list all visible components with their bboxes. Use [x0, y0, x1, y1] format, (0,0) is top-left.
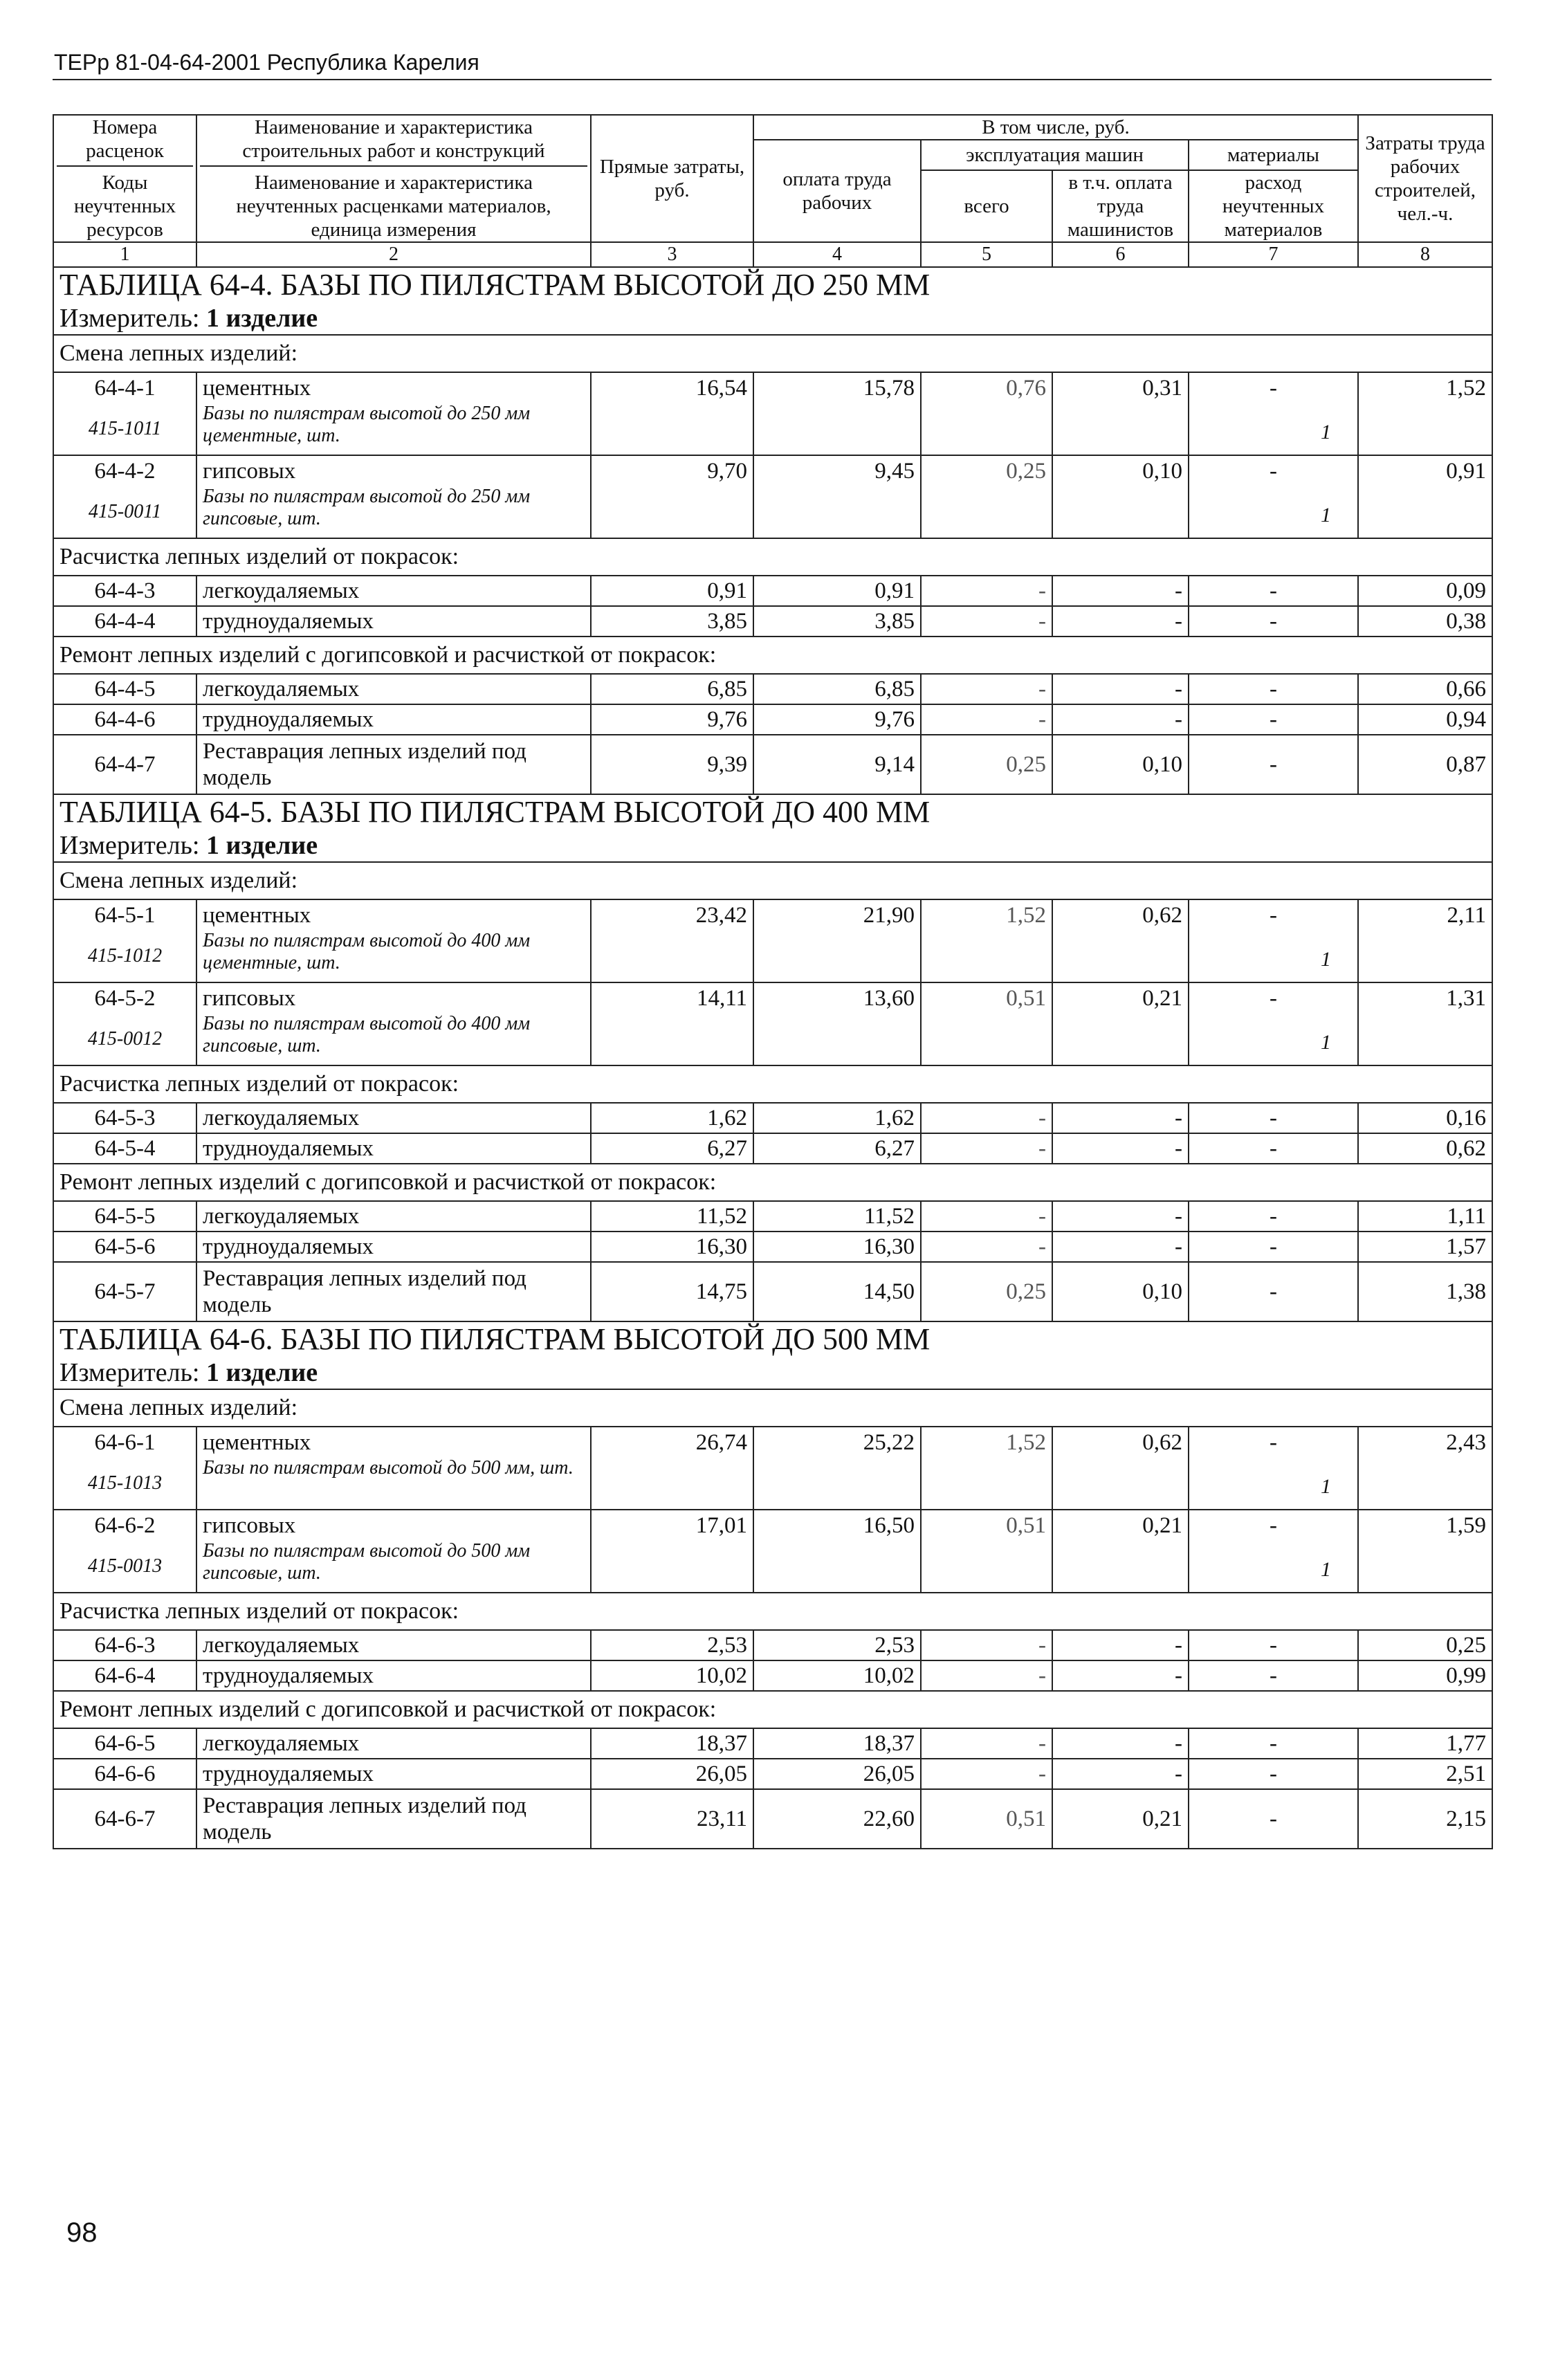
work-name: цементных	[196, 899, 591, 930]
section-measure	[53, 302, 1492, 335]
machines-total: 0,25	[921, 735, 1052, 794]
work-name: легкоудаляемых	[196, 1630, 591, 1660]
rate-row	[53, 1103, 1492, 1133]
rate-row	[53, 674, 1492, 704]
header-machines-total: всего	[921, 170, 1052, 242]
rate-code: 64-5-6	[53, 1232, 196, 1262]
materials-unaccounted	[1189, 899, 1358, 982]
direct-costs: 9,76	[591, 704, 753, 735]
direct-costs: 14,75	[591, 1262, 753, 1321]
machinist-wages: 0,31	[1052, 372, 1189, 455]
group-title: Расчистка лепных изделий от покрасок:	[53, 1065, 1492, 1103]
rate-row	[53, 576, 1492, 606]
materials-value: -	[1270, 376, 1277, 401]
machinist-wages: -	[1052, 1232, 1189, 1262]
machines-total: 1,52	[921, 899, 1052, 982]
rate-code: 64-4-5	[53, 674, 196, 704]
work-name: трудноудаляемых	[196, 1759, 591, 1789]
work-name: гипсовых	[196, 455, 591, 486]
work-name: цементных	[196, 372, 591, 403]
direct-costs: 6,27	[591, 1133, 753, 1164]
column-number: 5	[921, 242, 1052, 267]
rate-code: 64-5-7	[53, 1262, 196, 1321]
worker-wages: 3,85	[753, 606, 921, 637]
rate-row	[53, 1759, 1492, 1789]
group-title: Расчистка лепных изделий от покрасок:	[53, 538, 1492, 576]
header-materials: материалы	[1189, 140, 1358, 170]
group-title-row	[53, 1164, 1492, 1201]
materials-unaccounted: -	[1189, 1789, 1358, 1849]
work-name: легкоудаляемых	[196, 1728, 591, 1759]
header-machines-wages: в т.ч. оплата труда машинистов	[1052, 170, 1189, 242]
work-name: трудноудаляемых	[196, 1133, 591, 1164]
labor-costs: 0,62	[1358, 1133, 1492, 1164]
labor-costs: 1,31	[1358, 982, 1492, 1065]
machinist-wages: 0,10	[1052, 455, 1189, 538]
materials-value: -	[1270, 459, 1277, 484]
direct-costs: 16,30	[591, 1232, 753, 1262]
resource-code: 415-0013	[53, 1540, 196, 1593]
worker-wages: 6,27	[753, 1133, 921, 1164]
direct-costs: 11,52	[591, 1201, 753, 1232]
worker-wages: 25,22	[753, 1427, 921, 1510]
worker-wages: 16,50	[753, 1510, 921, 1593]
resource-quantity: 1	[1321, 1031, 1331, 1054]
materials-unaccounted	[1189, 982, 1358, 1065]
materials-unaccounted: -	[1189, 1630, 1358, 1660]
resource-quantity: 1	[1321, 948, 1331, 971]
resource-name: Базы по пилястрам высотой до 250 мм гипсовые, шт.	[196, 486, 591, 538]
direct-costs: 1,62	[591, 1103, 753, 1133]
work-name: гипсовых	[196, 1510, 591, 1540]
machines-total: -	[921, 576, 1052, 606]
materials-unaccounted: -	[1189, 1728, 1358, 1759]
worker-wages: 9,14	[753, 735, 921, 794]
rate-code: 64-6-2	[53, 1510, 196, 1540]
group-title-row	[53, 1389, 1492, 1427]
labor-costs: 0,66	[1358, 674, 1492, 704]
rate-row	[53, 1660, 1492, 1691]
direct-costs: 3,85	[591, 606, 753, 637]
work-name: цементных	[196, 1427, 591, 1457]
rate-row	[53, 982, 1492, 1013]
materials-unaccounted	[1189, 1427, 1358, 1510]
machines-total: 0,51	[921, 1510, 1052, 1593]
machinist-wages: -	[1052, 674, 1189, 704]
section-title: ТАБЛИЦА 64-6. БАЗЫ ПО ПИЛЯСТРАМ ВЫСОТОЙ ДО 500 ММ	[53, 1321, 1492, 1357]
direct-costs: 23,42	[591, 899, 753, 982]
measure-label: Измеритель:	[59, 831, 200, 860]
group-title: Ремонт лепных изделий с догипсовкой и расчисткой от покрасок:	[53, 1691, 1492, 1728]
worker-wages: 0,91	[753, 576, 921, 606]
materials-unaccounted: -	[1189, 576, 1358, 606]
work-name: легкоудаляемых	[196, 1103, 591, 1133]
direct-costs: 9,39	[591, 735, 753, 794]
direct-costs: 6,85	[591, 674, 753, 704]
materials-value: -	[1270, 1513, 1277, 1538]
worker-wages: 6,85	[753, 674, 921, 704]
machines-total: -	[921, 1103, 1052, 1133]
machinist-wages: 0,21	[1052, 1510, 1189, 1593]
measure-label: Измеритель:	[59, 304, 200, 333]
machines-total: -	[921, 1630, 1052, 1660]
work-name: легкоудаляемых	[196, 1201, 591, 1232]
table-header	[53, 115, 1492, 267]
work-name: Реставрация лепных изделий под модель	[196, 1789, 591, 1849]
labor-costs: 1,52	[1358, 372, 1492, 455]
work-name: трудноудаляемых	[196, 1232, 591, 1262]
rate-row	[53, 455, 1492, 486]
worker-wages: 13,60	[753, 982, 921, 1065]
header-resource-codes: Коды неучтенных ресурсов	[73, 172, 176, 241]
header-names	[196, 115, 591, 242]
group-title: Расчистка лепных изделий от покрасок:	[53, 1593, 1492, 1630]
worker-wages: 14,50	[753, 1262, 921, 1321]
column-number: 3	[591, 242, 753, 267]
resource-code: 415-0012	[53, 1013, 196, 1065]
labor-costs: 0,91	[1358, 455, 1492, 538]
section-measure-row	[53, 830, 1492, 862]
machines-total: 0,25	[921, 455, 1052, 538]
worker-wages: 10,02	[753, 1660, 921, 1691]
rate-row	[53, 1201, 1492, 1232]
group-title-row	[53, 637, 1492, 674]
header-machines: эксплуатация машин	[921, 140, 1189, 170]
rate-code: 64-5-2	[53, 982, 196, 1013]
rate-code: 64-5-5	[53, 1201, 196, 1232]
work-name: легкоудаляемых	[196, 674, 591, 704]
direct-costs: 23,11	[591, 1789, 753, 1849]
labor-costs: 1,11	[1358, 1201, 1492, 1232]
group-title-row	[53, 538, 1492, 576]
machinist-wages: 0,10	[1052, 1262, 1189, 1321]
group-title-row	[53, 862, 1492, 899]
worker-wages: 22,60	[753, 1789, 921, 1849]
direct-costs: 10,02	[591, 1660, 753, 1691]
rate-code: 64-6-7	[53, 1789, 196, 1849]
resource-quantity: 1	[1321, 421, 1331, 443]
rate-row	[53, 1630, 1492, 1660]
rate-code: 64-6-5	[53, 1728, 196, 1759]
direct-costs: 17,01	[591, 1510, 753, 1593]
rate-row	[53, 606, 1492, 637]
rate-code: 64-4-6	[53, 704, 196, 735]
header-material-name: Наименование и характеристика неучтенных расценками материалов, единица измерения	[236, 172, 551, 241]
column-number: 4	[753, 242, 921, 267]
resource-quantity: 1	[1321, 1475, 1331, 1498]
rate-code: 64-4-1	[53, 372, 196, 403]
section-title-row	[53, 267, 1492, 302]
resource-code: 415-0011	[53, 486, 196, 538]
column-number: 7	[1189, 242, 1358, 267]
section-measure-row	[53, 302, 1492, 335]
materials-unaccounted: -	[1189, 735, 1358, 794]
worker-wages: 15,78	[753, 372, 921, 455]
rate-row	[53, 372, 1492, 403]
machinist-wages: -	[1052, 1630, 1189, 1660]
work-name: Реставрация лепных изделий под модель	[196, 735, 591, 794]
rate-code: 64-5-1	[53, 899, 196, 930]
machinist-wages: -	[1052, 704, 1189, 735]
column-number: 6	[1052, 242, 1189, 267]
rates-table	[53, 114, 1493, 1849]
work-name: трудноудаляемых	[196, 1660, 591, 1691]
worker-wages: 18,37	[753, 1728, 921, 1759]
materials-unaccounted: -	[1189, 1103, 1358, 1133]
section-title-row	[53, 794, 1492, 830]
resource-code: 415-1012	[53, 930, 196, 982]
header-wages: оплата труда рабочих	[753, 140, 921, 242]
running-head: ТЕРр 81-04-64-2001 Республика Карелия	[54, 50, 479, 75]
rate-row	[53, 1728, 1492, 1759]
group-title: Смена лепных изделий:	[53, 1389, 1492, 1427]
machines-total: -	[921, 606, 1052, 637]
column-number: 1	[53, 242, 196, 267]
rate-row	[53, 704, 1492, 735]
work-name: трудноудаляемых	[196, 606, 591, 637]
direct-costs: 16,54	[591, 372, 753, 455]
labor-costs: 2,15	[1358, 1789, 1492, 1849]
rate-row	[53, 1789, 1492, 1849]
labor-costs: 0,38	[1358, 606, 1492, 637]
group-title-row	[53, 335, 1492, 372]
materials-value: -	[1270, 903, 1277, 928]
labor-costs: 0,99	[1358, 1660, 1492, 1691]
header-work-name: Наименование и характеристика строительных работ и конструкций	[200, 116, 587, 167]
rate-code: 64-6-4	[53, 1660, 196, 1691]
machinist-wages: -	[1052, 1660, 1189, 1691]
machines-total: -	[921, 1728, 1052, 1759]
header-rate-numbers: Номера расценок	[57, 116, 193, 167]
materials-unaccounted: -	[1189, 704, 1358, 735]
rate-code: 64-4-7	[53, 735, 196, 794]
materials-unaccounted: -	[1189, 1262, 1358, 1321]
header-labor: Затраты труда рабочих строителей, чел.-ч.	[1358, 115, 1492, 242]
rate-code: 64-5-4	[53, 1133, 196, 1164]
machinist-wages: 0,21	[1052, 1789, 1189, 1849]
machines-total: 0,25	[921, 1262, 1052, 1321]
rate-row	[53, 1262, 1492, 1321]
labor-costs: 0,87	[1358, 735, 1492, 794]
work-name: трудноудаляемых	[196, 704, 591, 735]
labor-costs: 2,43	[1358, 1427, 1492, 1510]
resource-name: Базы по пилястрам высотой до 250 мм цементные, шт.	[196, 403, 591, 455]
rate-row	[53, 1133, 1492, 1164]
resource-code: 415-1011	[53, 403, 196, 455]
worker-wages: 9,45	[753, 455, 921, 538]
materials-unaccounted: -	[1189, 606, 1358, 637]
machines-total: -	[921, 704, 1052, 735]
worker-wages: 2,53	[753, 1630, 921, 1660]
rate-code: 64-4-3	[53, 576, 196, 606]
direct-costs: 26,74	[591, 1427, 753, 1510]
machines-total: -	[921, 674, 1052, 704]
section-measure	[53, 1357, 1492, 1389]
worker-wages: 1,62	[753, 1103, 921, 1133]
header-codes	[53, 115, 196, 242]
resource-name: Базы по пилястрам высотой до 500 мм гипсовые, шт.	[196, 1540, 591, 1593]
materials-unaccounted: -	[1189, 1759, 1358, 1789]
group-title-row	[53, 1691, 1492, 1728]
machines-total: -	[921, 1201, 1052, 1232]
direct-costs: 14,11	[591, 982, 753, 1065]
materials-unaccounted: -	[1189, 1133, 1358, 1164]
labor-costs: 1,59	[1358, 1510, 1492, 1593]
direct-costs: 26,05	[591, 1759, 753, 1789]
rate-code: 64-5-3	[53, 1103, 196, 1133]
materials-unaccounted	[1189, 372, 1358, 455]
work-name: легкоудаляемых	[196, 576, 591, 606]
labor-costs: 0,25	[1358, 1630, 1492, 1660]
machinist-wages: 0,62	[1052, 1427, 1189, 1510]
section-measure-row	[53, 1357, 1492, 1389]
rate-code: 64-6-1	[53, 1427, 196, 1457]
section-title-row	[53, 1321, 1492, 1357]
materials-unaccounted	[1189, 455, 1358, 538]
labor-costs: 1,57	[1358, 1232, 1492, 1262]
direct-costs: 18,37	[591, 1728, 753, 1759]
resource-code: 415-1013	[53, 1457, 196, 1510]
materials-unaccounted: -	[1189, 1660, 1358, 1691]
direct-costs: 0,91	[591, 576, 753, 606]
group-title-row	[53, 1065, 1492, 1103]
direct-costs: 2,53	[591, 1630, 753, 1660]
group-title: Ремонт лепных изделий с догипсовкой и расчисткой от покрасок:	[53, 1164, 1492, 1201]
group-title: Смена лепных изделий:	[53, 335, 1492, 372]
rate-row	[53, 735, 1492, 794]
machinist-wages: -	[1052, 576, 1189, 606]
rate-row	[53, 1510, 1492, 1540]
resource-name: Базы по пилястрам высотой до 500 мм, шт.	[196, 1457, 591, 1510]
machinist-wages: -	[1052, 1133, 1189, 1164]
rate-row	[53, 899, 1492, 930]
machines-total: -	[921, 1759, 1052, 1789]
machinist-wages: 0,62	[1052, 899, 1189, 982]
header-rule	[53, 79, 1492, 80]
resource-name: Базы по пилястрам высотой до 400 мм цементные, шт.	[196, 930, 591, 982]
rate-code: 64-6-3	[53, 1630, 196, 1660]
machines-total: -	[921, 1133, 1052, 1164]
rate-row	[53, 1427, 1492, 1457]
machinist-wages: 0,10	[1052, 735, 1189, 794]
labor-costs: 2,51	[1358, 1759, 1492, 1789]
machines-total: 0,51	[921, 982, 1052, 1065]
materials-unaccounted: -	[1189, 1201, 1358, 1232]
group-title: Смена лепных изделий:	[53, 862, 1492, 899]
machinist-wages: -	[1052, 1103, 1189, 1133]
worker-wages: 21,90	[753, 899, 921, 982]
worker-wages: 9,76	[753, 704, 921, 735]
direct-costs: 9,70	[591, 455, 753, 538]
materials-unaccounted: -	[1189, 1232, 1358, 1262]
worker-wages: 11,52	[753, 1201, 921, 1232]
machines-total: -	[921, 1660, 1052, 1691]
resource-quantity: 1	[1321, 1558, 1331, 1581]
header-materials-unaccounted: расход неучтенных материалов	[1189, 170, 1358, 242]
group-title: Ремонт лепных изделий с догипсовкой и расчисткой от покрасок:	[53, 637, 1492, 674]
measure-value: 1 изделие	[206, 304, 318, 333]
machinist-wages: -	[1052, 1201, 1189, 1232]
column-number: 2	[196, 242, 591, 267]
column-numbers	[53, 242, 1492, 267]
machinist-wages: -	[1052, 606, 1189, 637]
labor-costs: 0,16	[1358, 1103, 1492, 1133]
materials-value: -	[1270, 1430, 1277, 1455]
worker-wages: 26,05	[753, 1759, 921, 1789]
machinist-wages: -	[1052, 1728, 1189, 1759]
section-measure	[53, 830, 1492, 862]
measure-value: 1 изделие	[206, 1358, 318, 1387]
header-including: В том числе, руб.	[753, 115, 1358, 140]
labor-costs: 1,38	[1358, 1262, 1492, 1321]
page-number: 98	[66, 2217, 98, 2248]
work-name: гипсовых	[196, 982, 591, 1013]
column-number: 8	[1358, 242, 1492, 267]
machines-total: 0,51	[921, 1789, 1052, 1849]
rate-code: 64-6-6	[53, 1759, 196, 1789]
machinist-wages: -	[1052, 1759, 1189, 1789]
labor-costs: 0,09	[1358, 576, 1492, 606]
rate-code: 64-4-2	[53, 455, 196, 486]
materials-value: -	[1270, 986, 1277, 1011]
section-title: ТАБЛИЦА 64-5. БАЗЫ ПО ПИЛЯСТРАМ ВЫСОТОЙ ДО 400 ММ	[53, 794, 1492, 830]
machines-total: 1,52	[921, 1427, 1052, 1510]
labor-costs: 2,11	[1358, 899, 1492, 982]
group-title-row	[53, 1593, 1492, 1630]
measure-label: Измеритель:	[59, 1358, 200, 1387]
measure-value: 1 изделие	[206, 831, 318, 860]
machinist-wages: 0,21	[1052, 982, 1189, 1065]
labor-costs: 1,77	[1358, 1728, 1492, 1759]
header-direct-costs: Прямые затраты, руб.	[591, 115, 753, 242]
rate-row	[53, 1232, 1492, 1262]
machines-total: 0,76	[921, 372, 1052, 455]
materials-unaccounted: -	[1189, 674, 1358, 704]
worker-wages: 16,30	[753, 1232, 921, 1262]
table-body	[53, 267, 1492, 1849]
materials-unaccounted	[1189, 1510, 1358, 1593]
machines-total: -	[921, 1232, 1052, 1262]
rate-code: 64-4-4	[53, 606, 196, 637]
resource-name: Базы по пилястрам высотой до 400 мм гипсовые, шт.	[196, 1013, 591, 1065]
labor-costs: 0,94	[1358, 704, 1492, 735]
resource-quantity: 1	[1321, 504, 1331, 527]
work-name: Реставрация лепных изделий под модель	[196, 1262, 591, 1321]
section-title: ТАБЛИЦА 64-4. БАЗЫ ПО ПИЛЯСТРАМ ВЫСОТОЙ ДО 250 ММ	[53, 267, 1492, 302]
